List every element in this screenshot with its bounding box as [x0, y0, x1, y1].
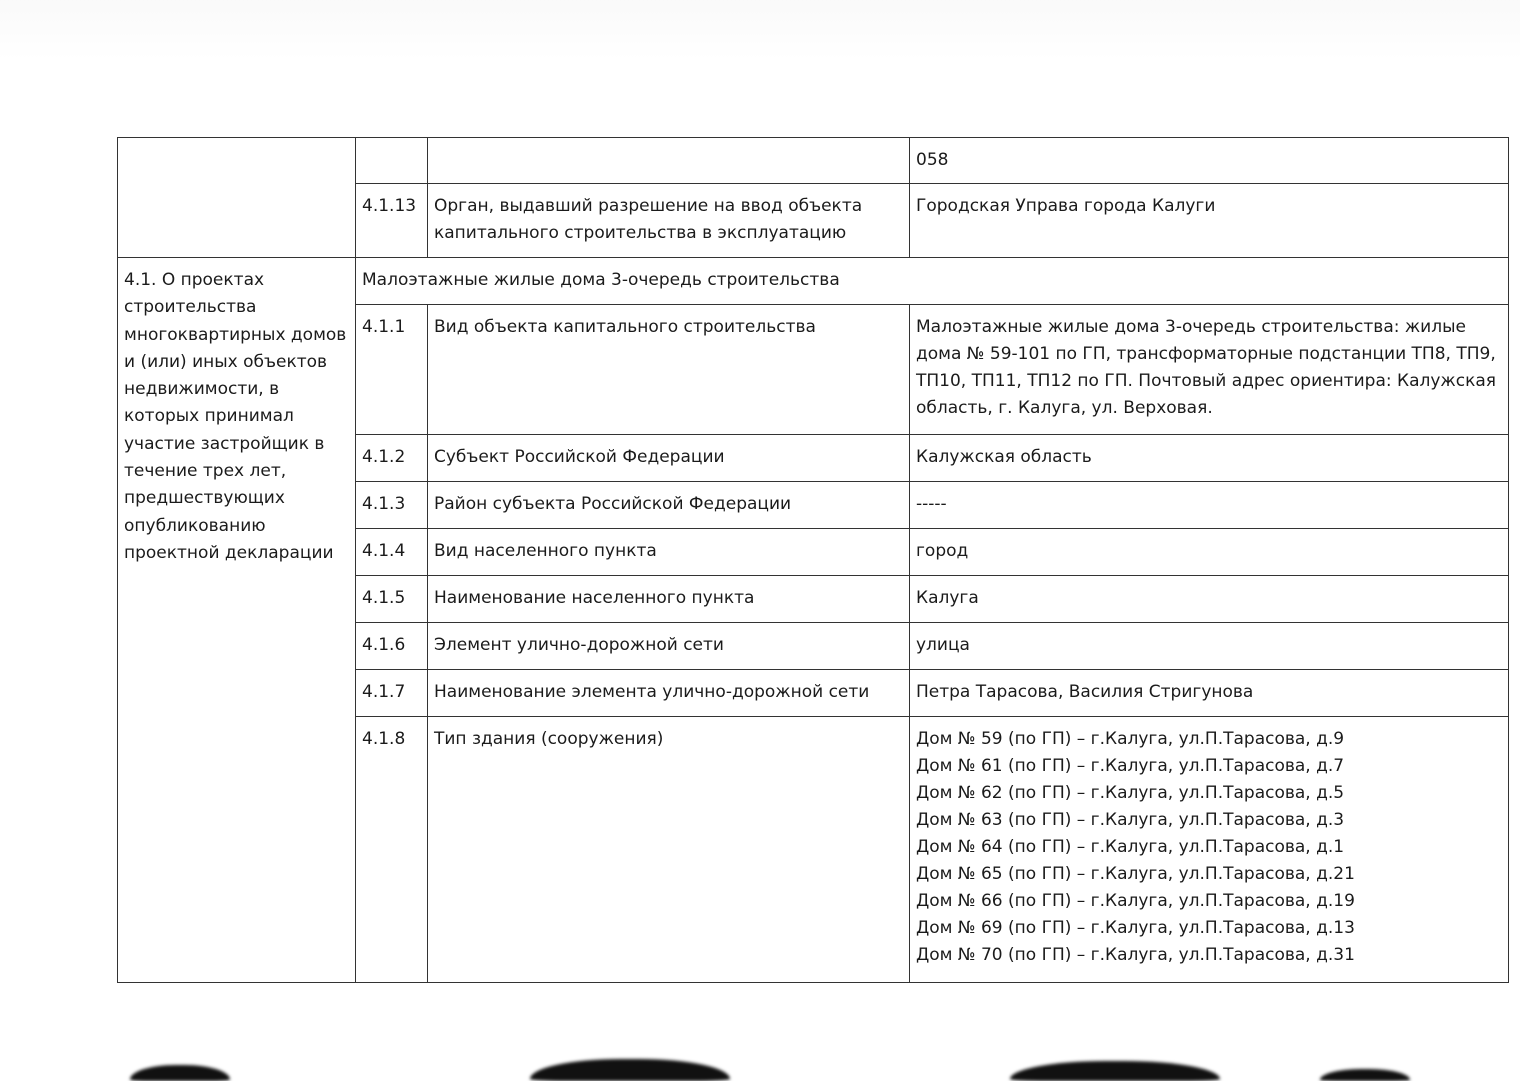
scan-binding-marks	[0, 1055, 1520, 1080]
table-row-group-subtitle	[118, 258, 1509, 305]
address-line: Дом № 59 (по ГП) – г.Калуга, ул.П.Тарасова, д.9	[916, 729, 1345, 749]
row-label: Вид населенного пункта	[428, 529, 910, 576]
row-label: Вид объекта капитального строительства	[428, 305, 910, 435]
row-label: Наименование населенного пункта	[428, 576, 910, 623]
group-title-cell: 4.1. О проектах строительства многоквартирных домов и (или) иных объектов недвижимости, в которых принимал участие застройщик в течение трех лет, предшествующих опубликованию проектной декларации	[118, 258, 356, 983]
row-label: Орган, выдавший разрешение на ввод объекта капитального строительства в эксплуатацию	[428, 184, 910, 258]
row-code: 4.1.7	[356, 670, 428, 717]
row-code: 4.1.6	[356, 623, 428, 670]
row-value: Калуга	[910, 576, 1509, 623]
row-label: Субъект Российской Федерации	[428, 435, 910, 482]
building-address-list	[910, 717, 1509, 983]
row-label: Район субъекта Российской Федерации	[428, 482, 910, 529]
row-label: Наименование элемента улично-дорожной сети	[428, 670, 910, 717]
row-code: 4.1.1	[356, 305, 428, 435]
scan-mark	[530, 1059, 730, 1081]
scan-mark	[1010, 1061, 1220, 1081]
address-line: Дом № 63 (по ГП) – г.Калуга, ул.П.Тарасова, д.3	[916, 810, 1345, 830]
row-label: Элемент улично-дорожной сети	[428, 623, 910, 670]
scan-mark	[130, 1065, 230, 1081]
row-code: 4.1.3	[356, 482, 428, 529]
address-line: Дом № 70 (по ГП) – г.Калуга, ул.П.Тарасова, д.31	[916, 945, 1355, 965]
row-label: Тип здания (сооружения)	[428, 717, 910, 983]
group-subtitle: Малоэтажные жилые дома 3-очередь строительства	[356, 258, 1509, 305]
row-value: Петра Тарасова, Василия Стригунова	[910, 670, 1509, 717]
row-value: 058	[910, 138, 1509, 184]
address-line: Дом № 66 (по ГП) – г.Калуга, ул.П.Тарасова, д.19	[916, 891, 1355, 911]
scan-mark	[1320, 1069, 1410, 1081]
address-line: Дом № 62 (по ГП) – г.Калуга, ул.П.Тарасова, д.5	[916, 783, 1345, 803]
address-line: Дом № 64 (по ГП) – г.Калуга, ул.П.Тарасова, д.1	[916, 837, 1345, 857]
row-code: 4.1.8	[356, 717, 428, 983]
table-row-top-continuation	[118, 138, 1509, 184]
row-value: улица	[910, 623, 1509, 670]
address-line: Дом № 69 (по ГП) – г.Калуга, ул.П.Тарасова, д.13	[916, 918, 1355, 938]
address-line: Дом № 65 (по ГП) – г.Калуга, ул.П.Тарасова, д.21	[916, 864, 1355, 884]
row-code: 4.1.4	[356, 529, 428, 576]
row-value: город	[910, 529, 1509, 576]
row-code: 4.1.2	[356, 435, 428, 482]
row-label	[428, 138, 910, 184]
row-code: 4.1.5	[356, 576, 428, 623]
row-value: Калужская область	[910, 435, 1509, 482]
row-value: Городская Управа города Калуги	[910, 184, 1509, 258]
row-value: -----	[910, 482, 1509, 529]
scan-top-shade	[0, 0, 1520, 60]
address-line: Дом № 61 (по ГП) – г.Калуга, ул.П.Тарасова, д.7	[916, 756, 1345, 776]
empty-group-cell	[118, 138, 356, 258]
row-value: Малоэтажные жилые дома 3-очередь строительства: жилые дома № 59-101 по ГП, трансформаторные подстанции ТП8, ТП9, ТП10, ТП11, ТП12 по ГП. Почтовый адрес ориентира: Калужская область, г. Калуга, ул. Верховая.	[910, 305, 1509, 435]
declaration-table	[117, 137, 1509, 983]
row-code	[356, 138, 428, 184]
row-code: 4.1.13	[356, 184, 428, 258]
